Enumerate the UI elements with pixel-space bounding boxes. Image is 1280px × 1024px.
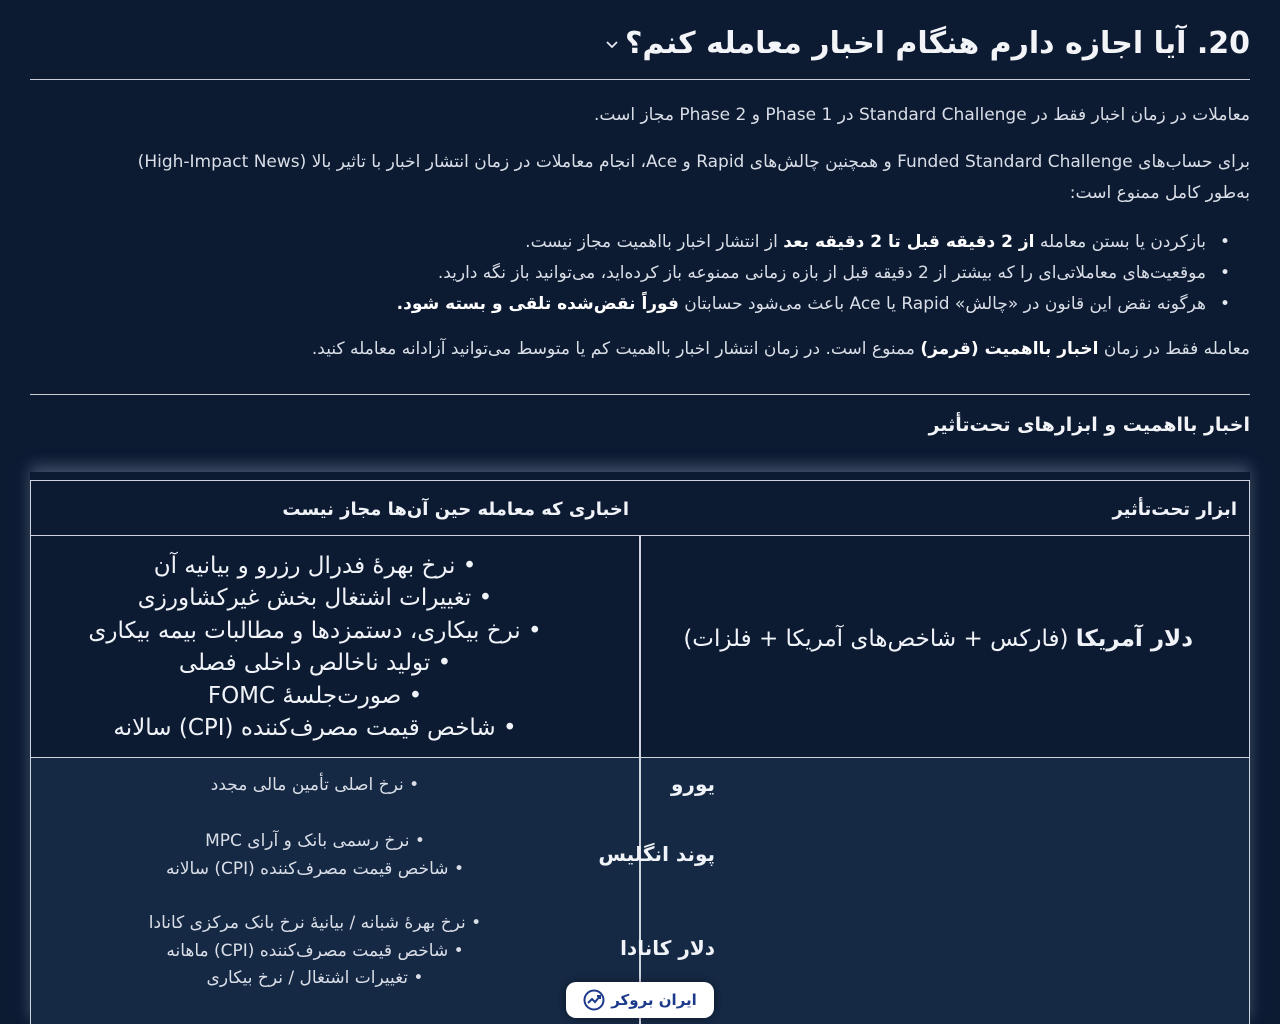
news-table <box>30 472 1250 1024</box>
instrument-cad: دلار کانادا <box>620 936 715 960</box>
rule-text: موقعیت‌های معاملاتی‌ای را که بیشتر از 2 دقیقه قبل از بازه زمانی ممنوعه باز کرده‌اید، می‌توانید باز نگه دارید. <box>437 263 1206 283</box>
note-emphasis: اخبار بااهمیت (قرمز) <box>920 339 1099 359</box>
rule-text: بازکردن یا بستن معامله <box>1034 232 1206 252</box>
paragraph-funded-line2: به‌طور کامل ممنوع است: <box>1069 183 1250 203</box>
rule-emphasis: فوراً نقض‌شده تلقی و بسته شود. <box>396 294 679 314</box>
list-item: • نرخ رسمی بانک و آرای MPC <box>45 828 585 856</box>
gbp-news-list <box>45 828 585 883</box>
list-item: • نرخ بیکاری، دستمزدها و مطالبات بیمه بیکاری <box>45 615 585 647</box>
note-text: معامله فقط در زمان <box>1098 339 1250 359</box>
list-item: • شاخص قیمت مصرف‌کننده (CPI) سالانه <box>45 712 585 744</box>
table-header <box>30 480 1250 536</box>
rule-emphasis: از 2 دقیقه قبل تا 2 دقیقه بعد <box>783 232 1035 252</box>
rule-text: از انتشار اخبار بااهمیت مجاز نیست. <box>525 232 784 252</box>
column-header-instrument: ابزار تحت‌تأثیر <box>1112 498 1237 520</box>
list-item <box>30 258 1234 289</box>
chevron-down-icon[interactable] <box>605 37 619 51</box>
list-item: • نرخ اصلی تأمین مالی مجدد <box>45 772 585 800</box>
list-item: • شاخص قیمت مصرف‌کننده (CPI) ماهانه <box>45 938 585 966</box>
list-item: • صورت‌جلسهٔ FOMC <box>45 680 585 712</box>
paragraph-red-news <box>30 334 1250 365</box>
paragraph-phases: معاملات در زمان اخبار فقط در Standard Challenge در Phase 1 و Phase 2 مجاز است. <box>594 105 1250 125</box>
list-item: • تغییرات اشتغال بخش غیرکشاورزی <box>45 582 585 614</box>
list-item <box>30 227 1234 258</box>
section-title: اخبار بااهمیت و ابزارهای تحت‌تأثیر <box>928 414 1250 436</box>
divider <box>30 394 1250 395</box>
cad-news-list <box>45 910 585 993</box>
trend-chart-icon <box>583 989 605 1011</box>
table-row <box>30 536 1250 758</box>
instrument-usd <box>683 626 1193 652</box>
faq-question-header[interactable] <box>30 8 1250 80</box>
instrument-gbp: پوند انگلیس <box>598 842 715 866</box>
list-item: • نرخ بهرهٔ فدرال رزرو و بیانیه آن <box>45 550 585 582</box>
list-item <box>30 289 1234 320</box>
column-divider <box>639 536 641 757</box>
list-item: • نرخ بهرهٔ شبانه / بیانیهٔ نرخ بانک مرکزی کانادا <box>45 910 585 938</box>
iranbroker-watermark <box>566 982 714 1018</box>
instrument-detail: (فارکس + شاخص‌های آمریکا + فلزات) <box>683 626 1076 652</box>
instrument-eur: یورو <box>671 772 715 796</box>
note-text: ممنوع است. در زمان انتشار اخبار بااهمیت کم یا متوسط می‌توانید آزادانه معامله کنید. <box>311 339 921 359</box>
usd-news-list <box>45 550 585 744</box>
list-item: • تغییرات اشتغال / نرخ بیکاری <box>45 965 585 993</box>
eur-news-list <box>45 772 585 800</box>
list-item: • تولید ناخالص داخلی فصلی <box>45 647 585 679</box>
rule-text: هرگونه نقض این قانون در «چالش» Rapid یا Ace باعث می‌شود حسابتان <box>678 294 1206 314</box>
watermark-text: ایران بروکر <box>611 991 697 1009</box>
faq-question-title[interactable]: 20. آیا اجازه دارم هنگام اخبار معامله کنم؟ <box>625 26 1250 61</box>
faq-answer <box>30 100 1250 365</box>
instrument-name: دلار آمریکا <box>1075 626 1193 652</box>
rules-list <box>30 227 1250 320</box>
paragraph-funded-line1: برای حساب‌های Funded Standard Challenge و همچنین چالش‌های Rapid و Ace، انجام معاملات در زمان انتشار اخبار با تاثیر بالا (High-Impact News) <box>137 152 1250 172</box>
paragraph-funded-rules <box>30 147 1250 209</box>
list-item: • شاخص قیمت مصرف‌کننده (CPI) سالانه <box>45 856 585 884</box>
column-header-news: اخباری که معامله حین آن‌ها مجاز نیست <box>282 498 629 520</box>
